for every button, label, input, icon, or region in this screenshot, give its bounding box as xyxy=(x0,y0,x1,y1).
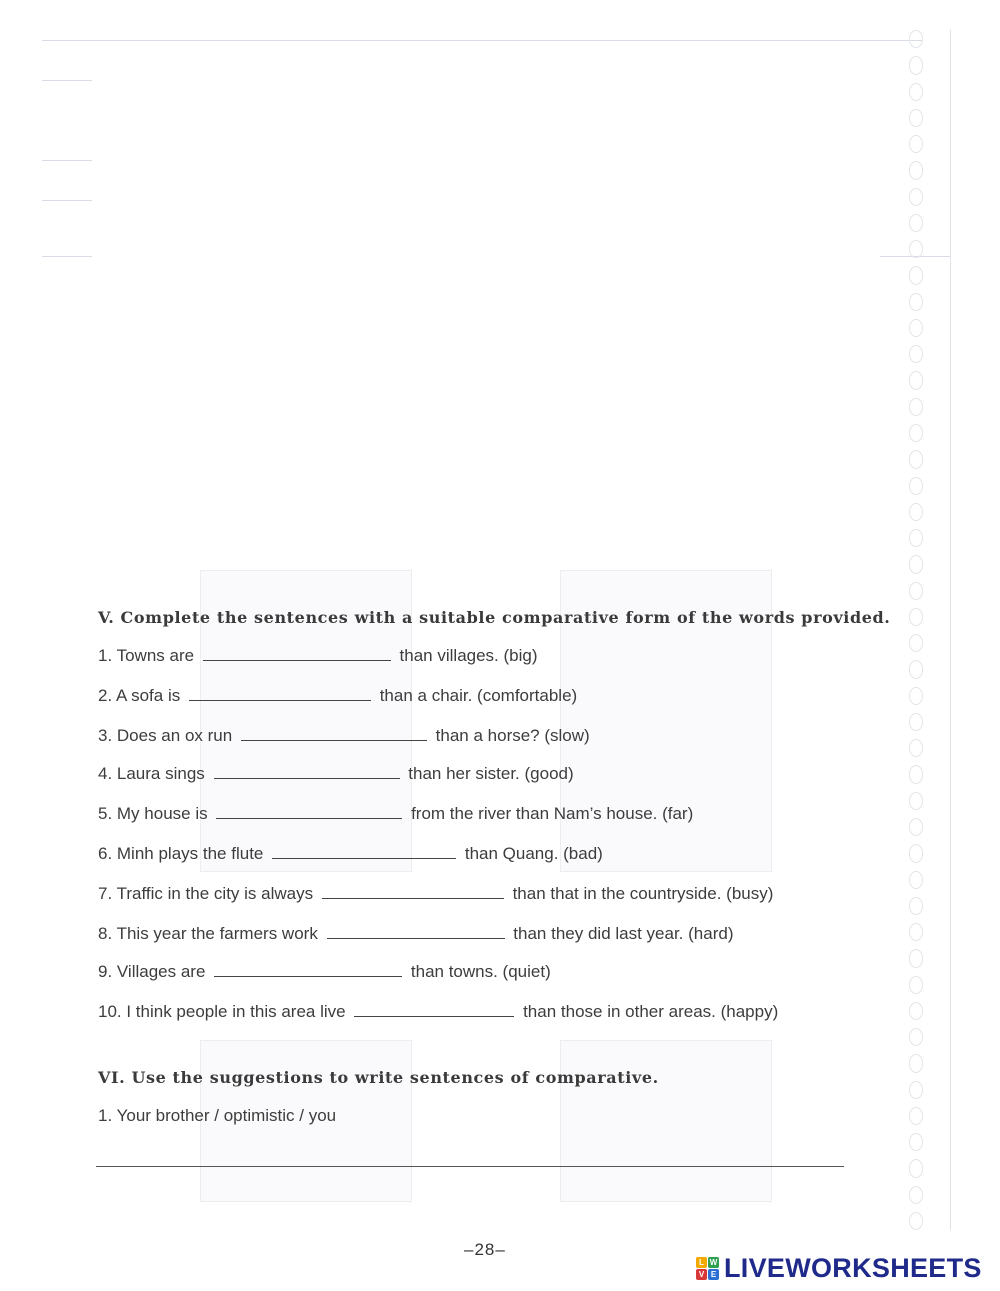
item-text-after: than that in the countryside. (busy) xyxy=(512,884,774,903)
binder-ring-ghost xyxy=(909,608,923,626)
binder-ring-ghost xyxy=(909,83,923,101)
section-5-heading: V. Complete the sentences with a suitable comparative form of the words provided. xyxy=(98,608,891,627)
binder-ring-ghost xyxy=(909,871,923,889)
exercise-6-item-1 xyxy=(98,1106,336,1130)
scan-artifact-edge xyxy=(950,30,951,1230)
item-text-after: than a chair. (comfortable) xyxy=(379,686,578,705)
binder-ring-ghost xyxy=(909,897,923,915)
item-text-after: than villages. (big) xyxy=(399,646,538,665)
binder-ring-ghost xyxy=(909,345,923,363)
binder-ring-ghost xyxy=(909,477,923,495)
item-text-after: than Quang. (bad) xyxy=(464,844,603,863)
exercise-5-item-10 xyxy=(98,1002,778,1026)
binder-ring-ghost xyxy=(909,1133,923,1151)
answer-blank[interactable] xyxy=(241,726,427,741)
section-6-heading: VI. Use the suggestions to write sentences of comparative. xyxy=(98,1068,659,1087)
item-text-after: than those in other areas. (happy) xyxy=(523,1002,779,1021)
exercise-5-item-6 xyxy=(98,844,603,868)
scan-artifact-line xyxy=(42,200,92,201)
item-text-after: than towns. (quiet) xyxy=(410,962,551,981)
binder-ring-ghost xyxy=(909,1186,923,1204)
exercise-5-item-3 xyxy=(98,726,590,750)
brand-name: LIVEWORKSHEETS xyxy=(724,1253,982,1283)
answer-blank[interactable] xyxy=(272,844,456,859)
answer-writing-line[interactable] xyxy=(96,1166,844,1167)
logo-tile: E xyxy=(708,1269,719,1280)
binder-ring-ghost xyxy=(909,1028,923,1046)
binder-ring-ghost xyxy=(909,765,923,783)
answer-blank[interactable] xyxy=(189,686,371,701)
answer-blank[interactable] xyxy=(203,646,391,661)
binder-ring-ghost xyxy=(909,976,923,994)
logo-tile: L xyxy=(696,1257,707,1268)
binder-ring-ghost xyxy=(909,424,923,442)
binder-ring-ghost xyxy=(909,687,923,705)
logo-tile: W xyxy=(709,1258,718,1267)
binder-ring-ghost xyxy=(909,634,923,652)
logo-tiles xyxy=(696,1257,719,1280)
binder-ring-ghost xyxy=(909,555,923,573)
exercise-5-item-8 xyxy=(98,924,733,948)
item-text-after: than they did last year. (hard) xyxy=(513,924,734,943)
binder-ring-ghost xyxy=(909,214,923,232)
liveworksheets-logo xyxy=(696,1253,982,1284)
exercise-5-item-2 xyxy=(98,686,577,710)
binder-ring-ghost xyxy=(909,371,923,389)
page-number: –28– xyxy=(464,1240,506,1259)
item-text-before: 10. I think people in this area live xyxy=(98,1002,346,1021)
answer-blank[interactable] xyxy=(322,884,504,899)
binder-ring-ghost xyxy=(909,844,923,862)
item-text-before: 1. Towns are xyxy=(98,646,195,665)
binder-ring-ghost xyxy=(909,503,923,521)
binder-ring-ghost xyxy=(909,30,923,48)
item-text-after: from the river than Nam’s house. (far) xyxy=(411,804,694,823)
binder-ring-ghost xyxy=(909,660,923,678)
binder-ring-ghost xyxy=(909,949,923,967)
binder-ring-ghost xyxy=(909,319,923,337)
item-text-before: 9. Villages are xyxy=(98,962,206,981)
item-prompt: 1. Your brother / optimistic / you xyxy=(98,1106,337,1125)
scan-artifact-line xyxy=(42,40,922,41)
item-text-before: 2. A sofa is xyxy=(98,686,181,705)
faint-image-ghost xyxy=(560,1040,772,1202)
exercise-5-item-4 xyxy=(98,764,574,788)
exercise-5-item-1 xyxy=(98,646,538,670)
item-text-before: 4. Laura sings xyxy=(98,764,205,783)
item-text-before: 3. Does an ox run xyxy=(98,726,233,745)
binder-ring-ghost xyxy=(909,188,923,206)
binder-ring-ghost xyxy=(909,1081,923,1099)
binder-ring-ghost xyxy=(909,739,923,757)
item-text-before: 6. Minh plays the flute xyxy=(98,844,264,863)
binder-ring-ghost xyxy=(909,1107,923,1125)
scan-artifact-line xyxy=(42,256,92,257)
answer-blank[interactable] xyxy=(216,804,402,819)
answer-blank[interactable] xyxy=(327,924,505,939)
binder-ring-ghost xyxy=(909,713,923,731)
answer-blank[interactable] xyxy=(214,962,402,977)
item-text-before: 7. Traffic in the city is always xyxy=(98,884,314,903)
binder-ring-ghost xyxy=(909,266,923,284)
exercise-5-item-9 xyxy=(98,962,551,986)
item-text-after: than her sister. (good) xyxy=(408,764,574,783)
scan-artifact-line xyxy=(42,80,92,81)
binder-ring-ghost xyxy=(909,398,923,416)
binder-ring-ghost xyxy=(909,582,923,600)
item-text-before: 8. This year the farmers work xyxy=(98,924,318,943)
exercise-5-item-7 xyxy=(98,884,773,908)
item-text-before: 5. My house is xyxy=(98,804,208,823)
binder-ring-ghost xyxy=(909,818,923,836)
binder-ring-ghost xyxy=(909,240,923,258)
logo-tile: V xyxy=(696,1269,707,1280)
binder-ring-ghost xyxy=(909,923,923,941)
answer-blank[interactable] xyxy=(214,764,400,779)
binder-ring-ghost xyxy=(909,161,923,179)
binder-ring-ghost xyxy=(909,450,923,468)
binder-rings-ghost xyxy=(905,30,927,1230)
binder-ring-ghost xyxy=(909,109,923,127)
binder-ring-ghost xyxy=(909,792,923,810)
binder-ring-ghost xyxy=(909,135,923,153)
binder-ring-ghost xyxy=(909,1002,923,1020)
scan-artifact-line xyxy=(42,160,92,161)
answer-blank[interactable] xyxy=(354,1002,514,1017)
binder-ring-ghost xyxy=(909,529,923,547)
item-text-after: than a horse? (slow) xyxy=(435,726,590,745)
binder-ring-ghost xyxy=(909,293,923,311)
binder-ring-ghost xyxy=(909,1054,923,1072)
exercise-5-item-5 xyxy=(98,804,693,828)
binder-ring-ghost xyxy=(909,1159,923,1177)
binder-ring-ghost xyxy=(909,1212,923,1230)
binder-ring-ghost xyxy=(909,56,923,74)
